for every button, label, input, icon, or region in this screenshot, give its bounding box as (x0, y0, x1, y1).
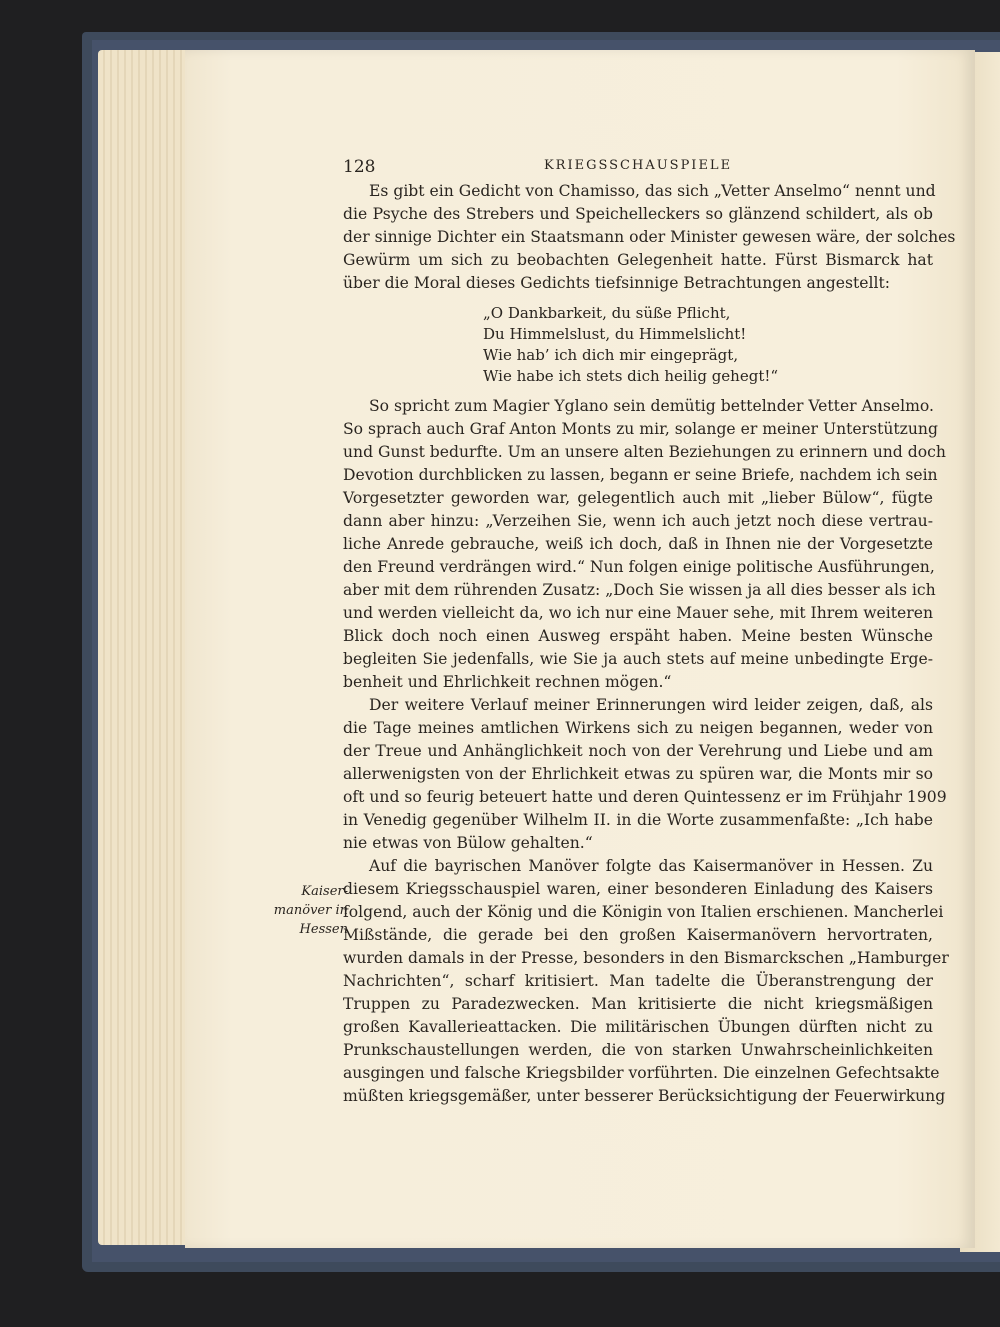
text-line: Es gibt ein Gedicht von Chamisso, das sich „Vetter Anselmo“ nennt und (369, 182, 936, 200)
text-line: liche Anrede gebrauche, weiß ich doch, daß in Ihnen nie der Vorgesetzte (343, 535, 933, 553)
margin-note-line: Kaiser- (301, 884, 348, 899)
text-line: Auf die bayrischen Manöver folgte das Kaisermanöver in Hessen. Zu (369, 857, 933, 875)
page-number: 128 (343, 157, 376, 177)
verse-line: Wie habe ich stets dich heilig gehegt!“ (483, 367, 779, 385)
text-line: in Venedig gegenüber Wilhelm II. in die Worte zusammenfaßte: „Ich habe (343, 811, 933, 829)
paragraph-2 (343, 395, 946, 694)
text-line: aber mit dem rührenden Zusatz: „Doch Sie wissen ja all dies besser als ich (343, 581, 936, 599)
text-line: allerwenigsten von der Ehrlichkeit etwas zu spüren war, die Monts mir so (343, 765, 933, 783)
text-line: der sinnige Dichter ein Staatsmann oder Minister gewesen wäre, der solches (343, 228, 956, 246)
text-line: oft und so feurig beteuert hatte und deren Quintessenz er im Frühjahr 1909 (343, 788, 947, 806)
paragraph-4 (343, 855, 949, 1108)
paragraph-1 (343, 180, 956, 295)
text-line: nie etwas von Bülow gehalten.“ (343, 834, 593, 852)
verse-quote (343, 303, 933, 387)
margin-note-line: manöver in (273, 903, 348, 918)
text-line: benheit und Ehrlichkeit rechnen mögen.“ (343, 673, 672, 691)
text-line: die Psyche des Strebers und Speichelleckers so glänzend schildert, als ob (343, 205, 933, 223)
text-line: der Treue und Anhänglichkeit noch von der Verehrung und Liebe und am (343, 742, 933, 760)
text-line: folgend, auch der König und die Königin von Italien erschienen. Mancherlei (343, 903, 944, 921)
text-line: wurden damals in der Presse, besonders in den Bismarckschen „Hamburger (343, 949, 949, 967)
text-line: So spricht zum Magier Yglano sein demütig bettelnder Vetter Anselmo. (369, 397, 934, 415)
text-line: Nachrichten“, scharf kritisiert. Man tadelte die Überanstrengung der (343, 972, 933, 990)
running-head: KRIEGSSCHAUSPIELE (543, 158, 733, 173)
text-line: Devotion durchblicken zu lassen, begann er seine Briefe, nachdem ich sein (343, 466, 938, 484)
text-line: Truppen zu Paradezwecken. Man kritisierte die nicht kriegsmäßigen (343, 995, 933, 1013)
text-line: großen Kavallerieattacken. Die militärischen Übungen dürften nicht zu (343, 1018, 933, 1036)
body-text (343, 180, 956, 1108)
text-line: die Tage meines amtlichen Wirkens sich zu neigen begannen, weder von (343, 719, 933, 737)
margin-note (258, 882, 348, 939)
verse-line: Du Himmelslust, du Himmelslicht! (483, 325, 747, 343)
text-line: und werden vielleicht da, wo ich nur eine Mauer sehe, mit Ihrem weiteren (343, 604, 933, 622)
text-line: Blick doch noch einen Ausweg erspäht haben. Meine besten Wünsche (343, 627, 933, 645)
text-line: Prunkschaustellungen werden, die von starken Unwahrscheinlichkeiten (343, 1041, 933, 1059)
text-line: den Freund verdrängen wird.“ Nun folgen einige politische Ausführungen, (343, 558, 935, 576)
text-line: begleiten Sie jedenfalls, wie Sie ja auch stets auf meine unbedingte Erge- (343, 650, 933, 668)
text-line: Der weitere Verlauf meiner Erinnerungen wird leider zeigen, daß, als (369, 696, 933, 714)
page-stack-edges (98, 50, 198, 1245)
text-line: müßten kriegsgemäßer, unter besserer Berücksichtigung der Feuerwirkung (343, 1087, 946, 1105)
verse-line: „O Dankbarkeit, du süße Pflicht, (483, 304, 731, 322)
paragraph-3 (343, 694, 947, 855)
text-line: über die Moral dieses Gedichts tiefsinnige Betrachtungen angestellt: (343, 274, 890, 292)
text-line: und Gunst bedurfte. Um an unsere alten Beziehungen zu erinnern und doch (343, 443, 946, 461)
margin-note-line: Hessen (299, 922, 348, 937)
text-line: So sprach auch Graf Anton Monts zu mir, solange er meiner Unterstützung (343, 420, 938, 438)
text-line: Gewürm um sich zu beobachten Gelegenheit hatte. Fürst Bismarck hat (343, 251, 933, 269)
text-line: Mißstände, die gerade bei den großen Kaisermanövern hervortraten, (343, 926, 933, 944)
text-line: Vorgesetzter geworden war, gelegentlich auch mit „lieber Bülow“, fügte (343, 489, 933, 507)
text-line: ausgingen und falsche Kriegsbilder vorführten. Die einzelnen Gefechtsakte (343, 1064, 940, 1082)
text-line: diesem Kriegsschauspiel waren, einer besonderen Einladung des Kaisers (343, 880, 933, 898)
text-line: dann aber hinzu: „Verzeihen Sie, wenn ich auch jetzt noch diese vertrau- (343, 512, 933, 530)
page-header (343, 157, 933, 181)
verse-line: Wie hab’ ich dich mir eingeprägt, (483, 346, 739, 364)
